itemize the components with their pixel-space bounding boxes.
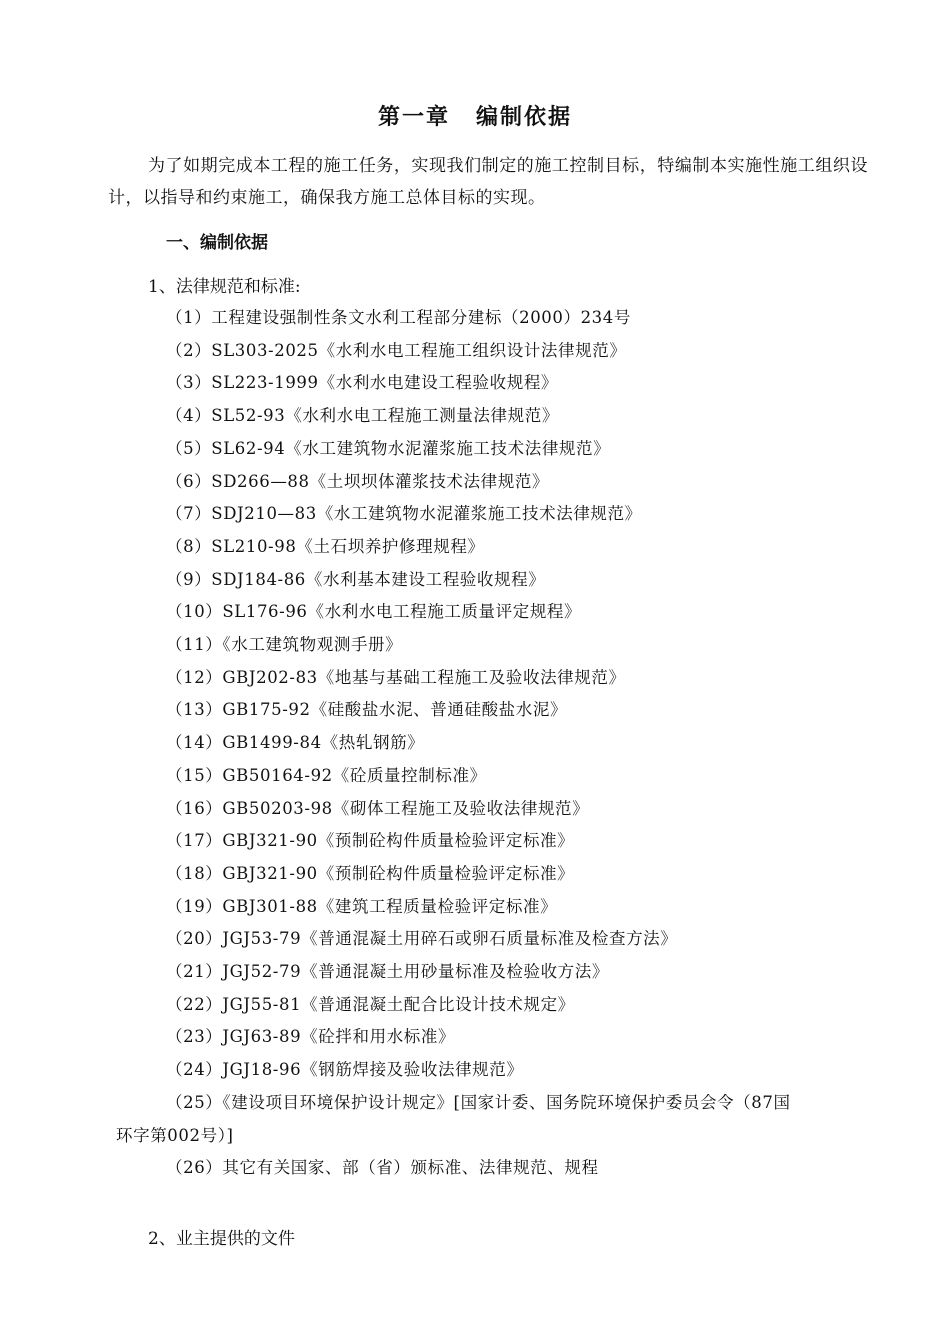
reference-item: （13）GB175-92《硅酸盐水泥、普通硅酸盐水泥》 — [166, 700, 568, 720]
reference-item: （11）《水工建筑物观测手册》 — [166, 635, 403, 655]
reference-item: （15）GB50164-92《砼质量控制标准》 — [166, 765, 487, 785]
reference-item: （12）GBJ202-83《地基与基础工程施工及验收法律规范》 — [166, 667, 626, 687]
reference-item: （6）SD266—88《土坝坝体灌浆技术法律规范》 — [166, 471, 550, 491]
reference-item: （22）JGJ55-81《普通混凝土配合比设计技术规定》 — [166, 994, 575, 1014]
intro-paragraph: 为了如期完成本工程的施工任务，实现我们制定的施工控制目标，特编制本实施性施工组织设计，以指导和约束施工，确保我方施工总体目标的实现。 — [108, 156, 868, 208]
chapter-title — [0, 100, 950, 131]
reference-item: （1）工程建设强制性条文水利工程部分建标（2000）234号 — [166, 308, 631, 327]
reference-item: （24）JGJ18-96《钢筋焊接及验收法律规范》 — [166, 1060, 524, 1080]
reference-item: （8）SL210-98《土石坝养护修理规程》 — [166, 536, 485, 556]
reference-25-line1: （25）《建设项目环境保护设计规定》[国家计委、国务院环境保护委员会令（87国 — [166, 1092, 791, 1112]
reference-item: （20）JGJ53-79《普通混凝土用碎石或卵石质量标准及检查方法》 — [166, 929, 678, 949]
reference-item: （23）JGJ63-89《砼拌和用水标准》 — [166, 1027, 456, 1047]
reference-item-25 — [108, 1087, 868, 1152]
reference-item: （10）SL176-96《水利水电工程施工质量评定规程》 — [166, 602, 582, 622]
reference-item: （16）GB50203-98《砌体工程施工及验收法律规范》 — [166, 798, 590, 818]
reference-item: （17）GBJ321-90《预制砼构件质量检验评定标准》 — [166, 831, 575, 851]
subheading-owner-documents: 2、业主提供的文件 — [148, 1229, 295, 1249]
reference-25-line2: 环字第002号）] — [116, 1125, 234, 1145]
chapter-number: 第一章 — [377, 105, 450, 130]
reference-item: （5）SL62-94《水工建筑物水泥灌浆施工技术法律规范》 — [166, 438, 611, 458]
reference-list — [108, 302, 868, 1185]
reference-item: （14）GB1499-84《热轧钢筋》 — [166, 733, 425, 753]
section-heading: 一、编制依据 — [166, 233, 268, 253]
reference-item: （3）SL223-1999《水利水电建设工程验收规程》 — [166, 373, 559, 393]
reference-item: （2）SL303-2025《水利水电工程施工组织设计法律规范》 — [166, 340, 627, 360]
subheading-laws: 1、法律规范和标准: — [148, 277, 301, 297]
reference-item: （19）GBJ301-88《建筑工程质量检验评定标准》 — [166, 896, 558, 916]
reference-item: （7）SDJ210—83《水工建筑物水泥灌浆施工技术法律规范》 — [166, 504, 642, 524]
reference-item: （4）SL52-93《水利水电工程施工测量法律规范》 — [166, 406, 559, 426]
reference-item: （18）GBJ321-90《预制砼构件质量检验评定标准》 — [166, 863, 575, 883]
reference-item-26: （26）其它有关国家、部（省）颁标准、法律规范、规程 — [166, 1158, 599, 1178]
chapter-name: 编制依据 — [476, 105, 573, 130]
reference-item: （21）JGJ52-79《普通混凝土用砂量标准及检验收方法》 — [166, 962, 609, 982]
reference-item: （9）SDJ184-86《水利基本建设工程验收规程》 — [166, 569, 546, 589]
